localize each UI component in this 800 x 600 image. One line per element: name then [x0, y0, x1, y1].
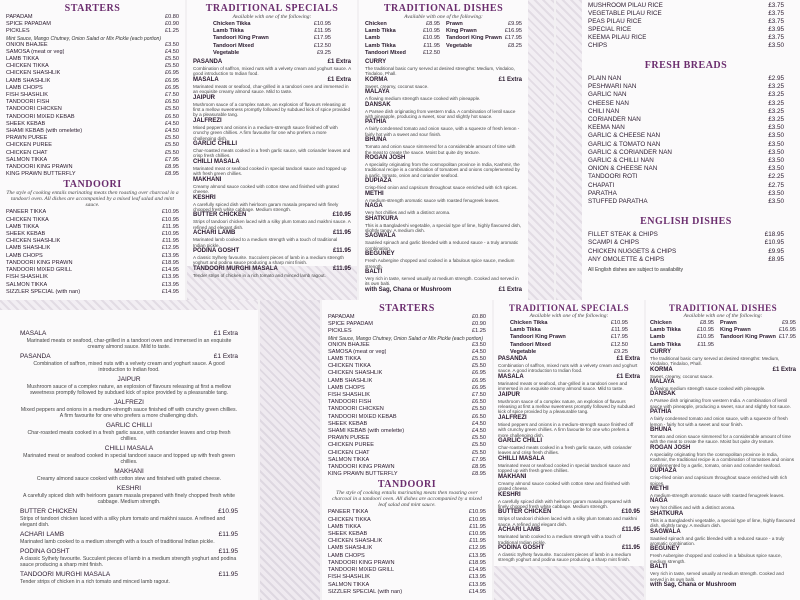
ornament-edge	[528, 0, 554, 300]
specials-dish-list	[193, 59, 351, 278]
ornament-edge	[556, 0, 582, 300]
ornament-band	[0, 300, 258, 310]
dish-entry: PASANDA £1 Extra Combination of saffron, mixed nuts with a velvety cream and yoghurt sauce. A good introduction to Indian food.	[498, 356, 640, 374]
menu-item: CORIANDER NAN £3.25	[588, 116, 784, 124]
menu-item: GARLIC & CHILLI NAN £3.50	[588, 157, 784, 165]
menu-item: SPICE PAPADAM £0.90	[328, 321, 486, 328]
page-traditional-dishes-copy	[646, 300, 800, 600]
dish-entry: KESHRI A carefully spiced dish with heirloom garam masala prepared with finely chopped fresh white cabbage. Medium strength.	[498, 491, 632, 509]
page-starters-tandoori-copy	[322, 300, 492, 600]
menu-item: CHICKEN TIKKA £5.50	[6, 63, 179, 70]
dish-entry: CURRY The traditional basic curry served at desired strengths: Medium, Vindaloo, Tindaloo, Phall.	[365, 59, 515, 77]
menu-item: Lamb Tikka £11.95	[650, 341, 715, 348]
menu-item: SCAMPI & CHIPS £10.95	[588, 239, 784, 247]
menu-item: PANEER TIKKA £10.95	[328, 509, 486, 516]
menu-item: MUSHROOM PILAU RICE £3.75	[588, 2, 784, 9]
menu-item: GARLIC NAN £3.25	[588, 91, 784, 99]
starters-title: STARTERS	[64, 3, 121, 14]
menu-item: TANDOORI MIXED KEBAB £6.50	[328, 413, 486, 420]
page-specials-large	[0, 300, 258, 600]
menu-item: Lamb Tikka £11.95	[510, 327, 628, 334]
starters-title: STARTERS	[379, 303, 435, 314]
breads-list	[588, 75, 784, 206]
menu-item: CHICKEN TIKKA £10.95	[328, 516, 486, 523]
menu-item: Lamb £10.95	[650, 334, 715, 341]
menu-item: STUFFED PARATHA £3.50	[588, 198, 784, 206]
menu-item: SAMOSA (meat or veg) £4.50	[328, 348, 486, 355]
dish-entry: CURRY The traditional basic curry served at desired strengths: Medium, Vindaloo, Tindaloo, Phall.	[650, 348, 780, 367]
page-rice-breads-english	[556, 0, 800, 300]
menu-item: CHICKEN SHASHLIK £11.95	[6, 238, 179, 245]
menu-item: Tandoori King Prawn £17.95	[213, 35, 331, 42]
menu-item: LAMB SHASHLIK £12.95	[6, 245, 179, 252]
dish-entry: NAGA Very hot chillies and with a distinct aroma.	[365, 203, 451, 216]
menu-item: TANDOORI MIXED GRILL £14.95	[6, 267, 179, 274]
dish-entry: NAGA Very hot chillies and with a distinct aroma.	[650, 498, 736, 511]
breads-title: FRESH BREADS	[644, 60, 728, 71]
menu-item: Lamb Tikka £11.95	[213, 28, 331, 35]
menu-item: PRAWN PUREE £5.50	[328, 435, 486, 442]
menu-item: KEEMA PILAU RICE £3.75	[588, 34, 784, 41]
ornament-pattern	[260, 300, 320, 600]
menu-item: ONION & CHEESE NAN £3.50	[588, 165, 784, 173]
dish-entry: BUTTER CHICKEN £10.95 Strips of tandoori chicken laced with a silky plum tomato and makhni sauce. A refined and elegant dish.	[193, 212, 351, 230]
menu-item: LAMB SHASHLIK £6.95	[6, 77, 179, 84]
page-traditional-specials	[187, 0, 357, 300]
menu-item: CHIPS £3.50	[588, 42, 784, 49]
dish-entry: TANDOORI MURGHI MASALA £11.95 Tender strips of chicken in a rich tomato and minced lamb ragout.	[193, 265, 351, 278]
dish-entry: BALTI Very rich in taste, served usually at medium strength. Cooked and served in its own balti.	[650, 564, 784, 582]
menu-item: ANY OMOLETTE & CHIPS £8.95	[588, 255, 784, 263]
dish-entry: PATHIA A fairly condensed tomato and onion sauce, with a squeeze of fresh lemon - fairly hot with a sweet and sour finish.	[650, 409, 788, 427]
menu-item: SALMON TIKKA £13.95	[6, 281, 179, 288]
menu-item: PANEER TIKKA £10.95	[6, 209, 179, 216]
menu-item: TANDOORI KING PRAWN £18.95	[6, 259, 179, 266]
menu-item: Lamb £10.95	[365, 35, 441, 42]
menu-item: King Prawn £16.95	[446, 28, 522, 35]
dish-entry: METHI A medium-strength aromatic sauce with roasted fenugreek leaves.	[365, 190, 500, 203]
dish-entry: ROGAN JOSH A speciality originating from the cosmopolitan province in India, Kashmir, the traditional recipe is a combination of tomatoes and onions complemented by a garlic, tomato, onion and coriander seafood.	[365, 155, 520, 178]
dish-entry: MASALA £1 Extra Marinated meats or seafood, char-grilled in a tandoori oven and immersed in an exquisite creamy almond sauce. Mild to taste.	[20, 330, 238, 350]
menu-item: PRAWN PUREE £5.50	[6, 135, 179, 142]
menu-item: LAMB CHOPS £13.95	[328, 552, 486, 559]
traditional-footer: with Sag, Chana or Mushroom £1 Extra	[365, 286, 522, 293]
dish-entry: DUPIAZA Crisp-fried onion and capsicum throughout sauce enriched with rich spices.	[650, 468, 788, 486]
menu-item: CHICKEN CHAT £5.50	[6, 149, 179, 156]
dish-entry: BUTTER CHICKEN £10.95 Strips of tandoori chicken laced with a silky plum tomato and makhni sauce. A refined and elegant dish.	[20, 508, 238, 528]
menu-item: SPECIAL RICE £3.95	[588, 26, 784, 33]
traditional-dish-list	[365, 59, 522, 294]
dish-entry: JAIPUR Mushroom sauce of a complex nature, an explosion of flavours releasing at first a mellow sweetness promptly followed by subdued kick of spice provided by a pleasurable tang.	[193, 94, 351, 118]
menu-item: VEGETABLE PILAU RICE £3.75	[588, 10, 784, 17]
menu-item: FISH SHASHLIK £13.95	[328, 574, 486, 581]
menu-item: SALMON TIKKA £7.95	[6, 156, 179, 163]
menu-item: SIZZLER SPECIAL (with nan) £14.95	[6, 288, 179, 295]
menu-item: PESHWARI NAN £3.25	[588, 83, 784, 91]
dish-entry: MALAYA A flowing medium strength sauce cooked with pineapple.	[365, 89, 481, 102]
menu-item: CHICKEN NUGGETS & CHIPS £9.95	[588, 247, 784, 255]
dish-entry: BEGUNEY Fresh Aubergine chopped and cooked in a fabulous spice sauce, medium strength.	[650, 546, 782, 564]
menu-spread-bottom	[0, 300, 800, 600]
traditional-subtitle: Available with one of the following:	[404, 14, 483, 20]
dish-entry: CHILLI MASALA Marinated meat or seafood cooked in special tandoori sauce and topped up with fresh green chillies.	[23, 445, 235, 465]
page-traditional-dishes	[359, 0, 554, 300]
menu-item: PICKLES £1.25	[328, 328, 486, 335]
menu-item: Tandoori Mixed £12.50	[213, 42, 331, 49]
menu-item: Lamb Tikka £10.95	[650, 327, 715, 334]
menu-item: CHICKEN SHASHLIK £11.95	[328, 538, 486, 545]
dish-entry: KESHRI A carefully spiced dish with heirloom garam masala prepared with finely chopped fresh white cabbage. Medium strength.	[193, 194, 339, 212]
menu-item: SHAMI KEBAB (with omelette) £4.50	[6, 128, 179, 135]
menu-item: LAMB TIKKA £5.50	[6, 56, 179, 63]
dish-entry: GARLIC CHILLI Char-roasted meats cooked in a fresh garlic sauce, with coriander leaves and crisp fresh chillies.	[193, 141, 351, 159]
dish-entry: MAKHANI Creamy almond sauce cooked with cotton stew and finished with grated cheese.	[498, 473, 630, 492]
dish-entry: SAGWALA Sautéed spinach and garlic blended with a reduced sauce - a truly aromatic combination.	[365, 233, 519, 251]
dish-entry: MAKHANI Creamy almond sauce cooked with cotton stew and finished with grated cheese.	[193, 176, 339, 195]
specials-protein-list	[498, 320, 640, 356]
dish-entry: SHATKURA This is a Bangladeshi vegetable, a special type of lime, highly flavoured dish, slightly tangy. A medium dish.	[650, 510, 796, 529]
menu-item: Tandoori King Prawn £17.95	[720, 334, 796, 341]
traditional-title: TRADITIONAL DISHES	[668, 303, 778, 313]
menu-item: TANDOORI FISH £6.50	[328, 399, 486, 406]
menu-item: Vegetable £8.25	[446, 42, 522, 49]
traditional-title: TRADITIONAL DISHES	[383, 3, 504, 14]
menu-item: Chicken Tikka £10.95	[510, 320, 628, 326]
menu-item: FILLET STEAK & CHIPS £18.95	[588, 231, 784, 239]
menu-item: Chicken Tikka £10.95	[213, 21, 331, 27]
menu-item-note: Mint Sauce, Mango Chutney, Onion Salad or Mix Pickle (each portion)	[328, 335, 483, 342]
menu-item: PICKLES £1.25	[6, 28, 179, 35]
menu-item: TANDOORI MIXED GRILL £14.95	[328, 567, 486, 574]
menu-item: SIZZLER SPECIAL (with nan) £14.95	[328, 588, 486, 595]
menu-item: LAMB SHASHLIK £6.95	[328, 377, 486, 384]
dish-entry: BHUNA Tomato and onion sauce simmered for a considerable amount of time with the meat to create the sauce. Moist but quite dry texture.	[650, 427, 791, 445]
menu-item: GARLIC & CORIANDER NAN £3.50	[588, 148, 784, 156]
menu-item: TANDOORI CHICKEN £5.50	[6, 106, 179, 113]
specials-protein-list	[193, 21, 351, 57]
tandoori-title: TANDOORI	[377, 479, 437, 491]
menu-item: SHAMI KEBAB (with omelette) £4.50	[328, 428, 486, 435]
menu-item-note: Mint Sauce, Mango Chutney, Onion Salad or Mix Pickle (each portion)	[6, 35, 161, 42]
menu-item: Prawn £9.95	[446, 21, 522, 27]
dish-entry: TANDOORI MURGHI MASALA £11.95 Tender strips of chicken in a rich tomato and minced lamb ragout.	[20, 571, 238, 585]
specials-subtitle: Available with one of the following:	[529, 313, 609, 319]
dish-entry: ACHARI LAMB £11.95 Marinated lamb cooked to a medium strength with a touch of traditional Indian pickle.	[498, 527, 640, 545]
dish-entry: KORMA £1 Extra Sweet, creamy, coconut sauce.	[650, 366, 796, 379]
dish-entry: MASALA £1 Extra Marinated meats or seafood, char-grilled in a tandoori oven and immersed in an exquisite creamy almond sauce. Mild to taste.	[193, 76, 351, 95]
menu-item: CHICKEN SHASHLIK £6.95	[6, 70, 179, 77]
menu-item: ONION BHAJEE £3.50	[6, 41, 179, 48]
specials-title: TRADITIONAL SPECIALS	[508, 303, 630, 313]
tandoori-subtitle: The style of cooking entails marinating meats then roasting over charcoal in a tandoori oven. All dishes are accompanied by a mixed leaf salad and mint sauce.	[6, 190, 179, 209]
menu-item: Vegetable £9.25	[510, 348, 628, 355]
english-list	[588, 231, 784, 264]
dish-entry: PODINA GOSHT £11.95 A classic Sylhety favourite. Succulent pieces of lamb in a medium strength yoghurt and podina sauce producing a sharp mint finish.	[20, 548, 238, 568]
dish-entry: PODINA GOSHT £11.95 A classic Sylhety favourite. Succulent pieces of lamb in a medium strength yoghurt and podina sauce producing a sharp mint finish.	[498, 544, 640, 563]
menu-item: TANDOORI CHICKEN £5.50	[328, 406, 486, 413]
dish-entry: BUTTER CHICKEN £10.95 Strips of tandoori chicken laced with a silky plum tomato and makhni sauce. A refined and elegant dish.	[498, 509, 640, 527]
menu-item: Tandoori Mixed £12.50	[510, 341, 628, 348]
dish-entry: DANSAK A Parsee dish originating from western India. A combination of lentil sauce with pineapple, producing a sweet, sour and slightly hot sauce.	[650, 391, 791, 409]
menu-item: SPICE PAPADAM £0.90	[6, 21, 179, 28]
menu-item: Chicken £8.95	[650, 320, 715, 326]
dish-entry: DUPIAZA Crisp-fried onion and capsicum throughout sauce enriched with rich spices.	[365, 178, 518, 191]
dish-entry: GARLIC CHILLI Char-roasted meats cooked in a fresh garlic sauce, with coriander leaves and crisp fresh chillies.	[498, 438, 632, 456]
english-note: All English dishes are subject to availability	[588, 267, 684, 274]
menu-item: CHILI NAN £3.25	[588, 107, 784, 115]
tandoori-list	[6, 209, 179, 295]
menu-item: TANDOORI ROTI £2.25	[588, 173, 784, 181]
menu-item: TANDOORI FISH £6.50	[6, 99, 179, 106]
dish-entry: MASALA £1 Extra Marinated meats or seafood, char-grilled in a tandoori oven and immersed in an exquisite creamy almond sauce. Mild to taste.	[498, 373, 640, 392]
menu-item: PLAIN NAN £2.95	[588, 75, 784, 82]
menu-item: Tandoori King Prawn £17.95	[510, 334, 628, 341]
ornament-panel	[260, 300, 320, 600]
menu-item: SHEEK KEBAB £10.95	[6, 231, 179, 238]
dish-entry: SAGWALA Sautéed spinach and garlic blended with a reduced sauce - a truly aromatic combination.	[650, 528, 785, 546]
specials-title: TRADITIONAL SPECIALS	[205, 3, 339, 14]
menu-item: TANDOORI KING PRAWN £18.95	[328, 559, 486, 566]
menu-item: CHICKEN TIKKA £10.95	[6, 216, 179, 223]
dish-entry: KORMA £1 Extra Sweet, creamy, coconut sauce.	[365, 76, 522, 89]
dish-entry: DANSAK A Parsee dish originating from western India. A combination of lentil sauce with pineapple, producing a sweet, sour and slightly hot sauce.	[365, 101, 516, 120]
dish-entry: ACHARI LAMB £11.95 Marinated lamb cooked to a medium strength with a touch of traditional Indian pickle.	[193, 230, 351, 248]
menu-item: CHICKEN CHAT £5.50	[328, 449, 486, 456]
menu-item: CHICKEN PUREE £5.50	[328, 442, 486, 449]
menu-item: CHEESE NAN £3.25	[588, 99, 784, 107]
traditional-footer: with Sag, Chana or Mushroom	[650, 581, 737, 588]
traditional-subtitle: Available with one of the following:	[683, 313, 763, 319]
menu-item: LAMB CHOPS £6.95	[328, 384, 486, 391]
dish-entry: KESHRI A carefully spiced dish with heirloom garam masala prepared with finely chopped fresh white cabbage. Medium strength.	[23, 485, 235, 505]
menu-item: GARLIC & TOMATO NAN £3.50	[588, 140, 784, 148]
menu-item: Tandoori King Prawn £17.95	[446, 35, 522, 42]
menu-item: PEAS PILAU RICE £3.75	[588, 18, 784, 25]
traditional-protein-grid	[650, 320, 796, 349]
menu-item: CHICKEN SHASHLIK £6.95	[328, 370, 486, 377]
menu-item: KEEMA NAN £3.50	[588, 124, 784, 132]
dish-entry: JALFREZI Mixed peppers and onions in a medium-strength sauce finished off with crunchy green chillies. A firm favourite for one who prefers a more challenging dish.	[498, 414, 634, 438]
menu-item: LAMB TIKKA £11.95	[328, 523, 486, 530]
menu-item: CHAPATI £2.75	[588, 181, 784, 189]
traditional-protein-grid	[365, 21, 522, 57]
menu-item: SAMOSA (meat or veg) £4.50	[6, 48, 179, 55]
dish-entry: JAIPUR Mushroom sauce of a complex nature, an explosion of flavours releasing at first a mellow sweetness promptly followed by subdued kick of spice provided by a pleasurable tang.	[498, 391, 635, 415]
menu-item: LAMB TIKKA £5.50	[328, 356, 486, 363]
menu-item: LAMB TIKKA £11.95	[6, 223, 179, 230]
dish-entry: BHUNA Tomato and onion sauce simmered for a considerable amount of time with the meat to create the sauce. Moist but quite dry texture.	[365, 137, 516, 155]
dish-entry: ACHARI LAMB £11.95 Marinated lamb cooked to a medium strength with a touch of traditional Indian pickle.	[20, 531, 238, 545]
menu-item: TANDOORI MIXED KEBAB £6.50	[6, 113, 179, 120]
menu-item: Lamb Tikka £10.95	[365, 28, 441, 35]
menu-item: King Prawn £16.95	[720, 327, 796, 334]
menu-item: PAPADAM £0.80	[328, 314, 486, 320]
menu-item: SALMON TIKKA £13.95	[328, 581, 486, 588]
rice-list	[588, 2, 784, 50]
specials-subtitle: Available with one of the following:	[232, 14, 312, 20]
menu-item: Prawn £9.95	[720, 320, 796, 326]
dish-entry: JAIPUR Mushroom sauce of a complex nature, an explosion of flavours releasing at first a mellow sweetness promptly followed by subdued kick of spice provided by a pleasurable tang.	[26, 376, 232, 396]
menu-item: SHEEK KEBAB £4.50	[6, 120, 179, 127]
menu-item: Tandoori Mixed £12.50	[365, 49, 441, 56]
dish-entry: JALFREZI Mixed peppers and onions in a medium-strength sauce finished off with crunchy green chillies. A firm favourite for one who prefers a more challenging dish.	[193, 117, 338, 141]
dish-entry: BEGUNEY Fresh Aubergine chopped and cooked in a fabulous spice sauce, medium strength.	[365, 251, 515, 269]
menu-item: TANDOORI KING PRAWN £8.95	[328, 464, 486, 471]
page-starters-tandoori	[0, 0, 185, 300]
menu-item: LAMB SHASHLIK £12.95	[328, 545, 486, 552]
menu-item: Lamb Tikka £11.95	[365, 42, 441, 49]
menu-item: TANDOORI KING PRAWN £8.95	[6, 164, 179, 171]
menu-item: GARLIC & CHEESE NAN £3.50	[588, 132, 784, 140]
dish-entry: PASANDA £1 Extra Combination of saffron, mixed nuts with a velvety cream and yoghurt sauce. A good introduction to Indian food.	[193, 59, 351, 77]
dish-entry: ROGAN JOSH A speciality originating from the cosmopolitan province in India, Kashmir, the traditional recipe is a combination of tomatoes and onions complemented by a garlic, tomato, onion and coriander seafood.	[650, 444, 795, 468]
dish-entry: MAKHANI Creamy almond sauce cooked with cotton stew and finished with grated cheese.	[36, 468, 222, 482]
dish-entry: CHILLI MASALA Marinated meat or seafood cooked in special tandoori sauce and topped up with fresh green chillies.	[193, 158, 347, 177]
page-traditional-specials-copy	[494, 300, 644, 600]
menu-item: LAMB CHOPS £6.95	[6, 84, 179, 91]
dish-entry: BALTI Very rich in taste, served usually at medium strength. Cooked and served in its own balti.	[365, 268, 519, 287]
dish-entry: PATHIA A fairly condensed tomato and onion sauce, with a squeeze of fresh lemon - fairly hot with a sweet and sour finish.	[365, 119, 520, 137]
dish-entry: JALFREZI Mixed peppers and onions in a medium-strength sauce finished off with crunchy green chillies. A firm favourite for one who prefers a more challenging dish.	[20, 399, 238, 419]
menu-item: SHEEK KEBAB £4.50	[328, 420, 486, 427]
dish-entry: GARLIC CHILLI Char-roasted meats cooked in a fresh garlic sauce, with coriander leaves and crisp fresh chillies.	[27, 422, 231, 442]
dish-entry: PASANDA £1 Extra Combination of saffron, mixed nuts with a velvety cream and yoghurt sauce. A good introduction to Indian food.	[20, 353, 238, 373]
starters-list	[6, 14, 179, 178]
menu-item: SALMON TIKKA £7.95	[328, 456, 486, 463]
tandoori-subtitle: The style of cooking entails marinating meats then roasting over charcoal in a tandoori oven. All dishes are accompanied by a mixed leaf salad and mint sauce.	[332, 490, 482, 509]
menu-item: PAPADAM £0.80	[6, 14, 179, 20]
menu-item: LAMB CHOPS £13.95	[6, 252, 179, 259]
dish-entry: SHATKURA This is a Bangladeshi vegetable, a special type of lime, highly flavoured dish, slightly tangy. A medium dish.	[365, 215, 522, 233]
menu-item: PARATHA £3.50	[588, 189, 784, 197]
english-title: ENGLISH DISHES	[640, 216, 732, 228]
dish-entry: METHI A medium-strength aromatic sauce with roasted fenugreek leaves.	[650, 485, 785, 498]
menu-item: FISH SHASHLIK £13.95	[6, 274, 179, 281]
menu-item: CHICKEN PUREE £5.50	[6, 142, 179, 149]
tandoori-title: TANDOORI	[63, 179, 122, 191]
menu-item: KING PRAWN BUTTERFLY £8.95	[328, 471, 486, 478]
dish-entry: CHILLI MASALA Marinated meat or seafood cooked in special tandoori sauce and topped up with fresh green chillies.	[498, 455, 630, 474]
menu-item: CHICKEN TIKKA £5.50	[328, 363, 486, 370]
menu-item: ONION BHAJEE £3.50	[328, 341, 486, 348]
menu-item: KING PRAWN BUTTERFLY £8.95	[6, 171, 179, 178]
menu-item: FISH SHASHLIK £7.50	[6, 92, 179, 99]
dish-entry: MALAYA A flowing medium strength sauce cooked with pineapple.	[650, 379, 766, 392]
menu-item: Chicken £8.95	[365, 21, 441, 27]
menu-item: Vegetable £9.25	[213, 49, 331, 56]
menu-item: SHEEK KEBAB £10.95	[328, 531, 486, 538]
menu-item: FISH SHASHLIK £7.50	[328, 392, 486, 399]
dish-entry: PODINA GOSHT £11.95 A classic Sylhety favourite. Succulent pieces of lamb in a medium strength yoghurt and podina sauce producing a sharp mint finish.	[193, 247, 351, 266]
